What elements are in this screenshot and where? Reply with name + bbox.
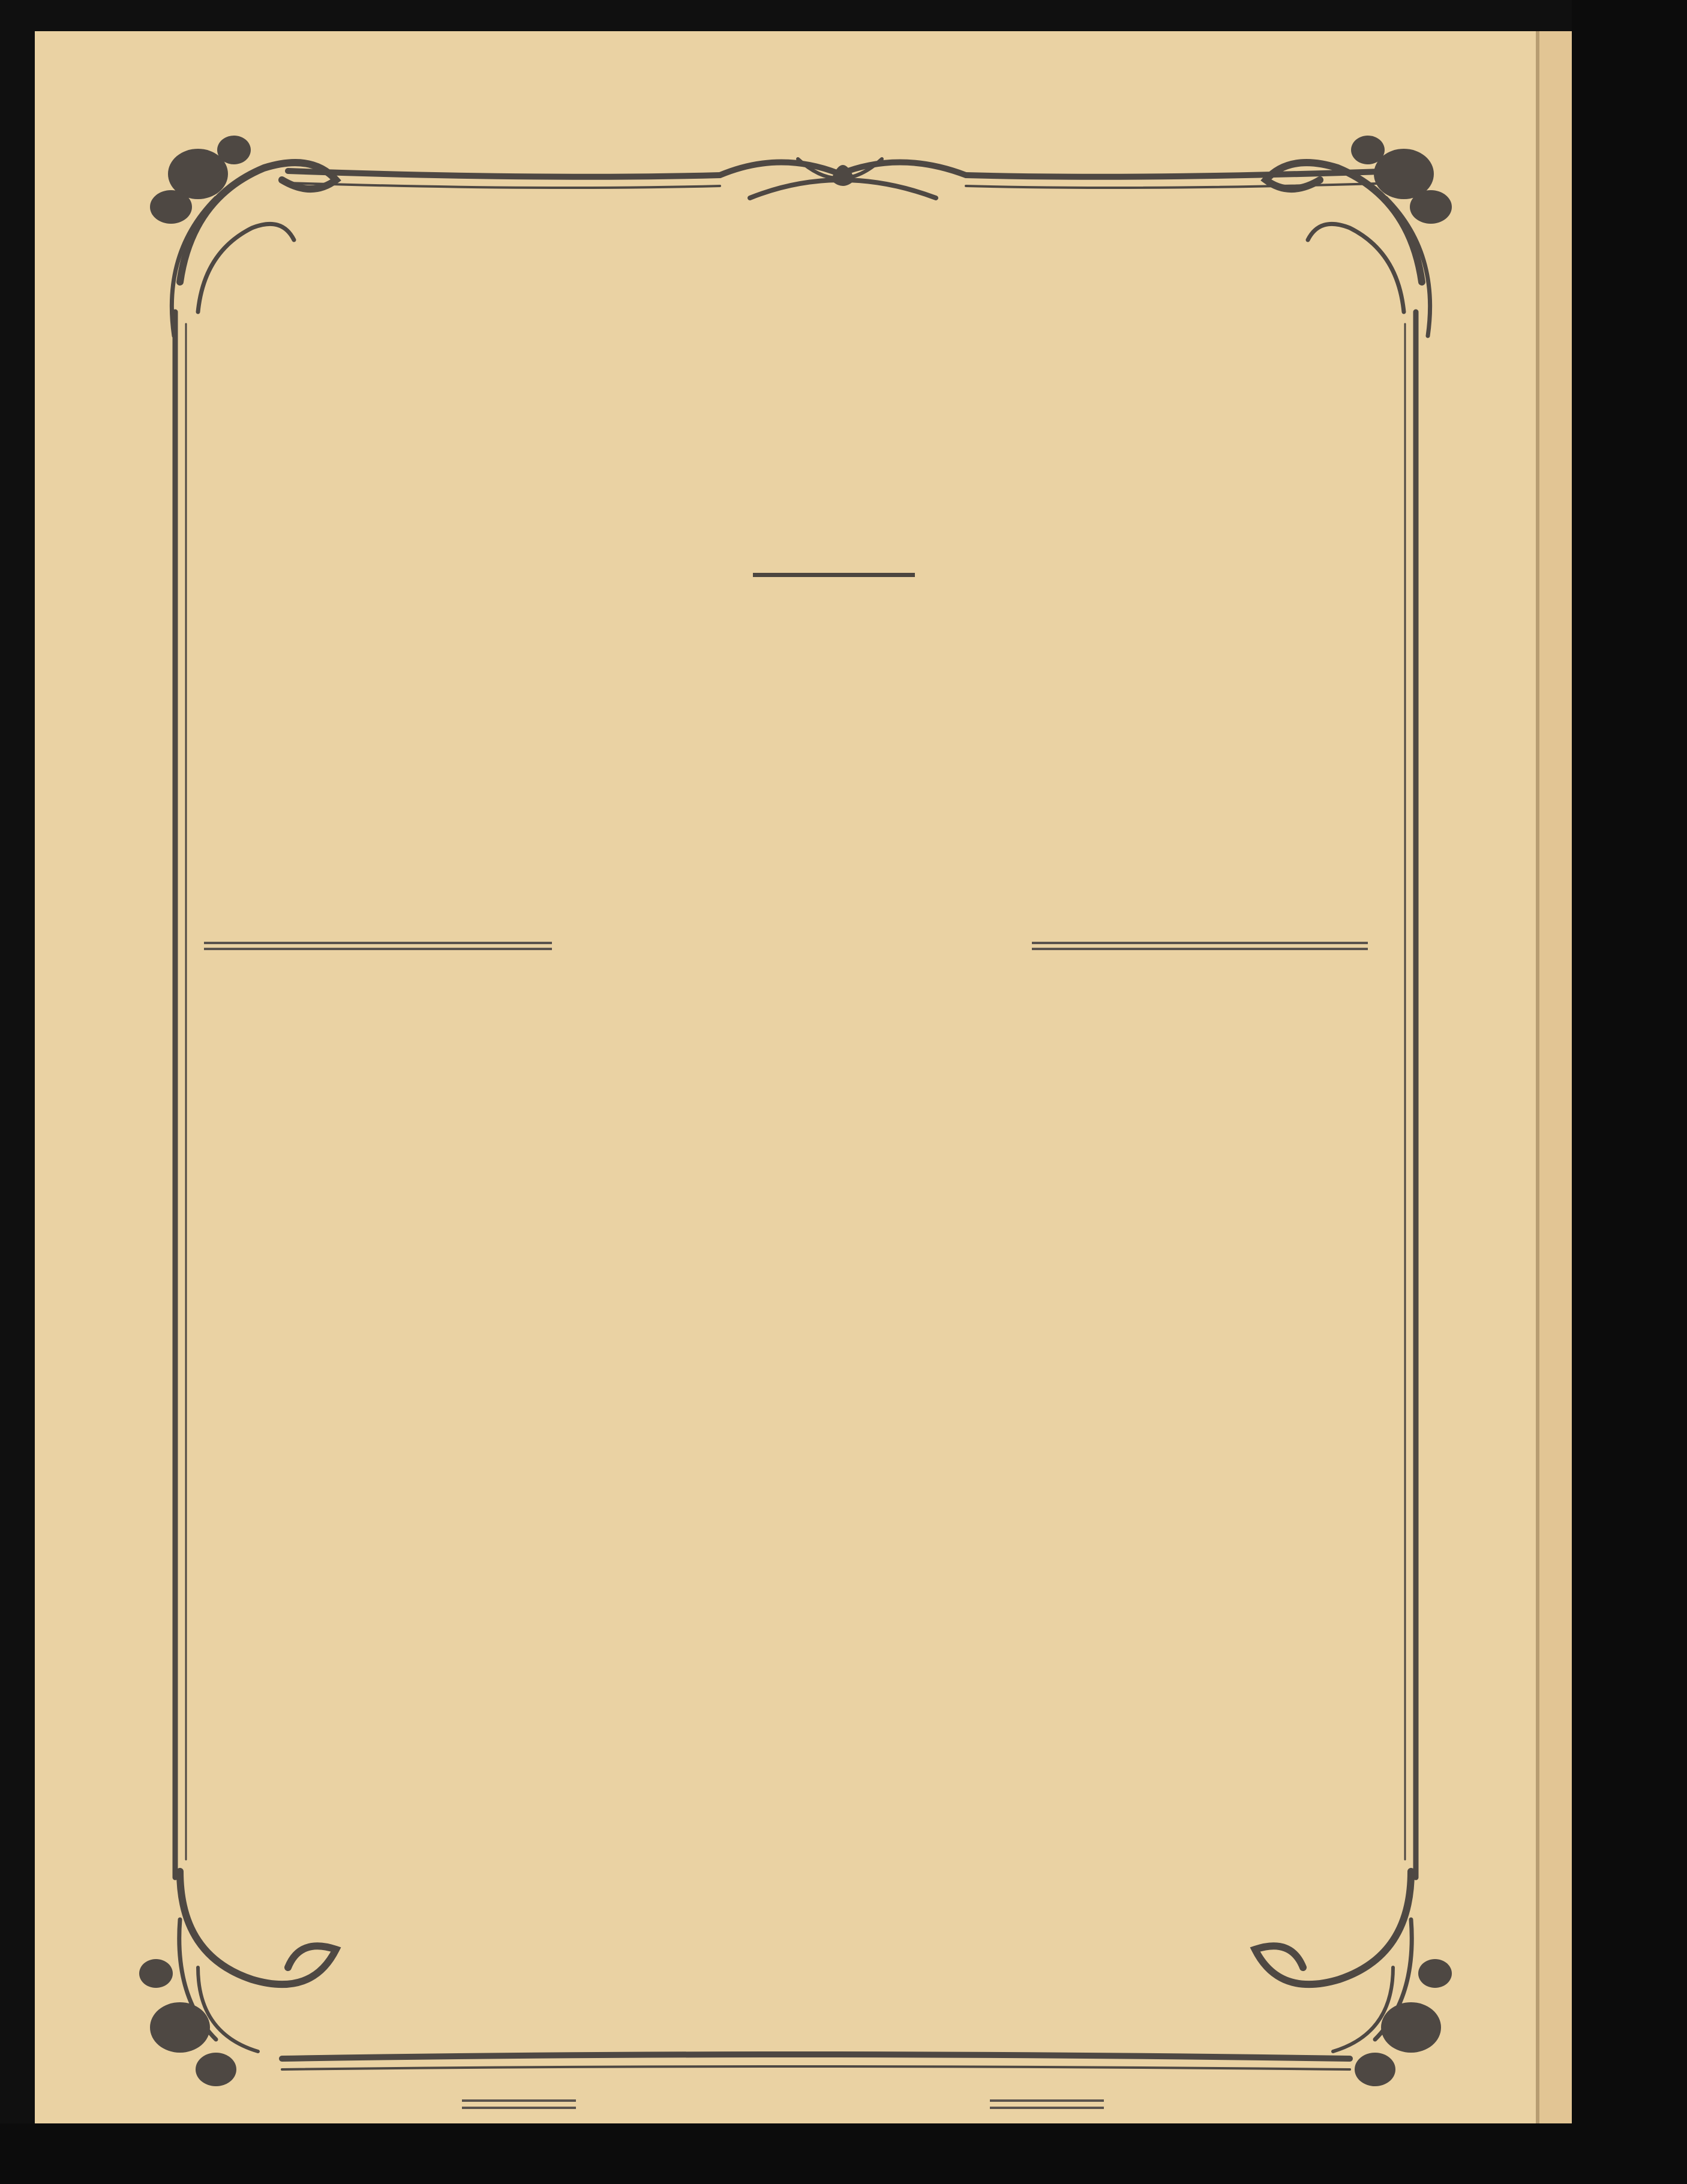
flower-bottom-left <box>150 2002 210 2053</box>
frame-top-line <box>288 171 720 177</box>
divider-left <box>204 942 552 944</box>
footer-rule-right <box>990 2099 1104 2102</box>
address-phone-divider <box>753 573 915 577</box>
corner-bottom-left <box>180 1871 336 1984</box>
footer-rule-left <box>462 2099 576 2102</box>
divider-right <box>1032 942 1368 944</box>
flower-bottom-right <box>1381 2002 1441 2053</box>
frame-bottom-line <box>282 2054 1350 2059</box>
corner-bottom-right <box>1255 1871 1411 1984</box>
